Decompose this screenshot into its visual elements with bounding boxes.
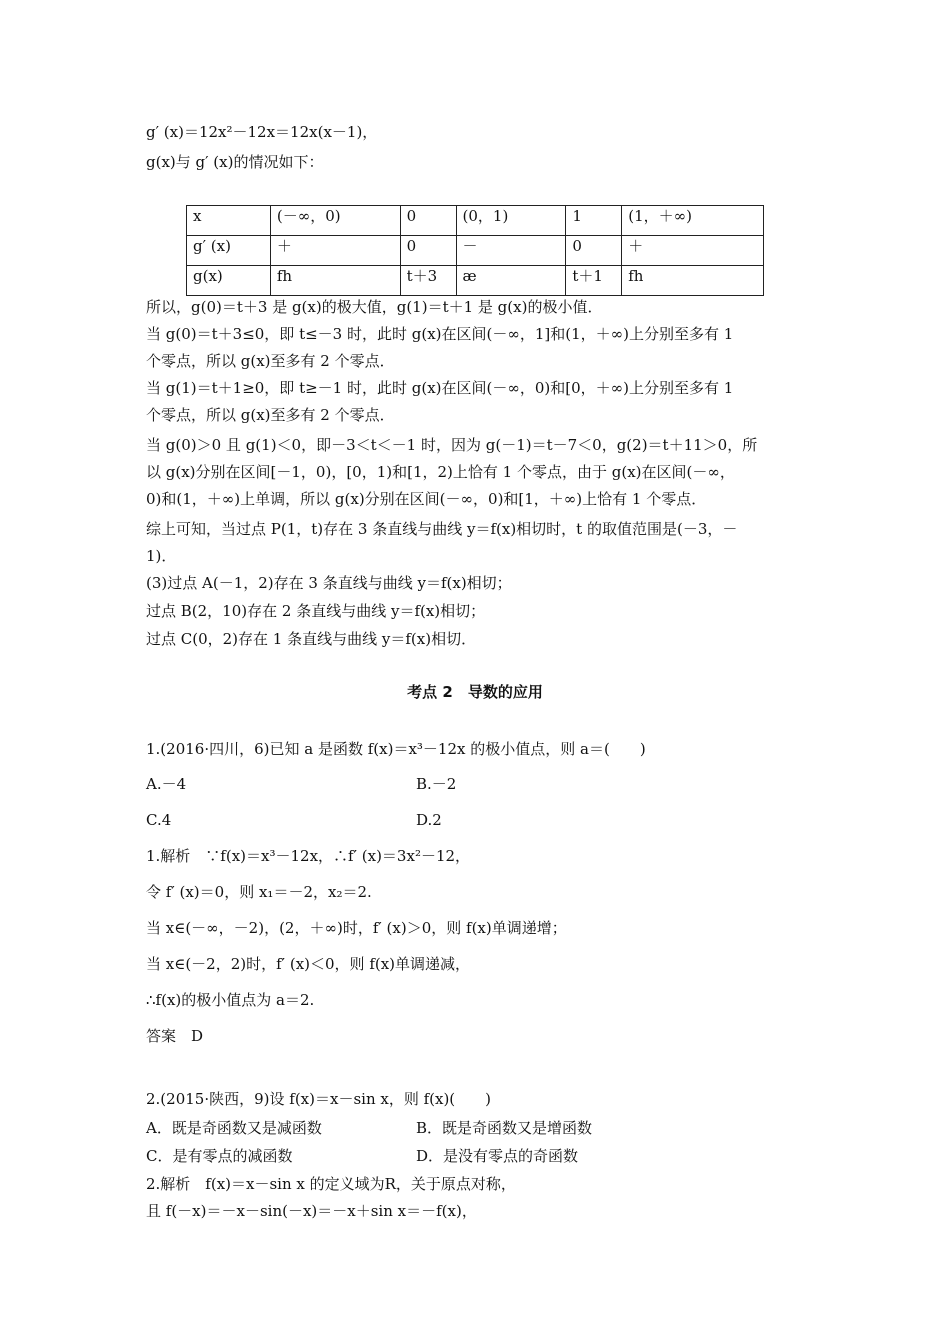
- table-cell: －: [456, 236, 566, 266]
- table-cell: fh: [270, 266, 400, 296]
- body-line: 0)和(1，＋∞)上单调，所以 g(x)分别在区间(－∞，0)和[1，＋∞)上恰有 1 个零点．: [146, 490, 707, 508]
- table-cell: t＋3: [400, 266, 456, 296]
- table-cell: g(x): [187, 266, 271, 296]
- q1-answer: 答案 D: [146, 1027, 204, 1045]
- table-cell: t＋1: [566, 266, 622, 296]
- table-cell: ＋: [622, 236, 764, 266]
- body-line: 个零点，所以 g(x)至多有 2 个零点．: [146, 406, 395, 424]
- q2-solution-line: 2.解析 f(x)＝x－sin x 的定义域为R，关于原点对称，: [146, 1175, 516, 1193]
- body-line: 个零点，所以 g(x)至多有 2 个零点．: [146, 352, 395, 370]
- q1-option-d: D.2: [416, 811, 442, 829]
- table-row: [187, 236, 764, 266]
- q1-option-a: A.－4: [146, 775, 187, 793]
- table-intro-line: g(x)与 g′ (x)的情况如下：: [146, 153, 324, 171]
- q1-solution-line: 令 f′ (x)＝0，则 x₁＝－2，x₂＝2.: [146, 883, 372, 901]
- q2-option-c: C．是有零点的减函数: [146, 1147, 293, 1165]
- q2-option-a: A．既是奇函数又是减函数: [146, 1119, 322, 1137]
- table-cell: ＋: [270, 236, 400, 266]
- body-line: 1)．: [146, 547, 177, 565]
- q2-option-b: B．既是奇函数又是增函数: [416, 1119, 593, 1137]
- q2-option-d: D．是没有零点的奇函数: [416, 1147, 579, 1165]
- table-row: [187, 266, 764, 296]
- variation-table: [186, 205, 764, 296]
- table-cell: 0: [400, 206, 456, 236]
- body-line: 当 g(1)＝t＋1≥0，即 t≥－1 时，此时 g(x)在区间(－∞，0)和[0，＋∞)上分别至多有 1: [146, 379, 734, 397]
- body-line: (3)过点 A(－1，2)存在 3 条直线与曲线 y＝f(x)相切；: [146, 574, 512, 592]
- table-cell: g′ (x): [187, 236, 271, 266]
- derivative-line: g′ (x)＝12x²－12x＝12x(x－1)，: [146, 123, 378, 141]
- table-cell: 0: [566, 236, 622, 266]
- table-cell: (1，＋∞): [622, 206, 764, 236]
- q1-solution-line: ∴f(x)的极小值点为 a＝2.: [146, 991, 315, 1009]
- table-cell: 1: [566, 206, 622, 236]
- q1-option-b: B.－2: [416, 775, 457, 793]
- body-line: 当 g(0)＝t＋3≤0，即 t≤－3 时，此时 g(x)在区间(－∞，1]和(1，＋∞)上分别至多有 1: [146, 325, 734, 343]
- section-heading: 考点 2 导数的应用: [407, 683, 543, 701]
- q1-option-c: C.4: [146, 811, 172, 829]
- body-line: 综上可知，当过点 P(1，t)存在 3 条直线与曲线 y＝f(x)相切时，t 的取值范围是(－3，－: [146, 520, 738, 538]
- body-line: 过点 B(2，10)存在 2 条直线与曲线 y＝f(x)相切；: [146, 602, 486, 620]
- table-row: [187, 206, 764, 236]
- table-cell: (0，1): [456, 206, 566, 236]
- q2-solution-line: 且 f(－x)＝－x－sin(－x)＝－x＋sin x＝－f(x)，: [146, 1202, 477, 1220]
- question-2-stem: 2.(2015·陕西，9)设 f(x)＝x－sin x，则 f(x)( ): [146, 1090, 492, 1108]
- table-cell: 0: [400, 236, 456, 266]
- body-line: 过点 C(0，2)存在 1 条直线与曲线 y＝f(x)相切．: [146, 630, 477, 648]
- table-cell: (－∞，0): [270, 206, 400, 236]
- question-1-stem: 1.(2016·四川，6)已知 a 是函数 f(x)＝x³－12x 的极小值点，则 a＝( ): [146, 740, 646, 758]
- body-line: 当 g(0)＞0 且 g(1)＜0，即－3＜t＜－1 时，因为 g(－1)＝t－7＜0，g(2)＝t＋11＞0，所: [146, 436, 758, 454]
- body-line: 以 g(x)分别在区间[－1，0)，[0，1)和[1，2)上恰有 1 个零点，由于 g(x)在区间(－∞，: [146, 463, 735, 481]
- body-line: 所以，g(0)＝t＋3 是 g(x)的极大值，g(1)＝t＋1 是 g(x)的极小值．: [146, 298, 603, 316]
- q1-solution-line: 当 x∈(－∞，－2)，(2，＋∞)时，f′ (x)＞0，则 f(x)单调递增；: [146, 919, 567, 937]
- q1-solution-line: 1.解析 ∵f(x)＝x³－12x，∴f′ (x)＝3x²－12，: [146, 847, 471, 865]
- table-cell: fh: [622, 266, 764, 296]
- table-cell: æ: [456, 266, 566, 296]
- table-cell: x: [187, 206, 271, 236]
- q1-solution-line: 当 x∈(－2，2)时，f′ (x)＜0，则 f(x)单调递减，: [146, 955, 471, 973]
